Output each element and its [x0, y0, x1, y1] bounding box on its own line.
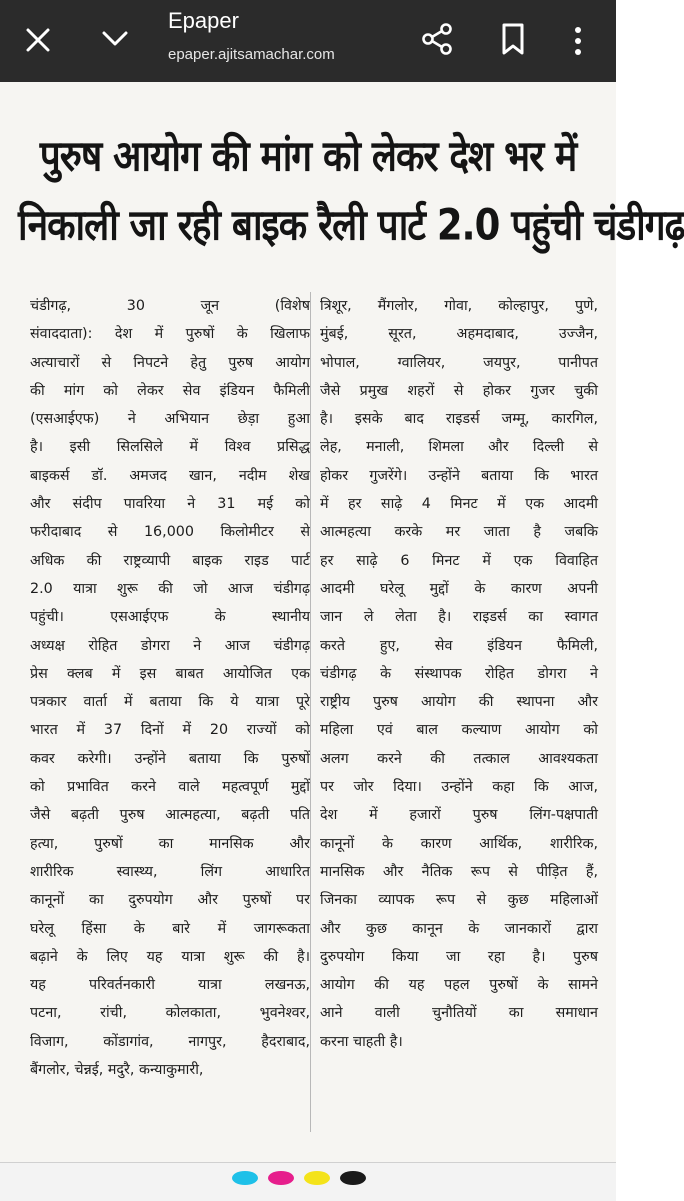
article-text-line: त्रिशूर, मैंगलोर, गोवा, कोल्हापुर, पुणे, [320, 298, 598, 314]
article-text-line: करते हुए, सेव इंडियन फैमिली, [320, 637, 598, 654]
article-text-line: चंडीगढ़ के संस्थापक रोहित डोगरा ने [320, 665, 598, 682]
more-vert-icon[interactable] [568, 24, 588, 58]
article-text-line: यह परिवर्तनकारी यात्रा लखनऊ, [30, 977, 310, 994]
article-text-line: बाइकर्स डॉ. अमजद खान, नदीम शेख [30, 467, 310, 484]
article-text-line: पटना, रांची, कोलकाता, भुवनेश्वर, [30, 1005, 310, 1022]
article-text-line: मुंबई, सूरत, अहमदाबाद, उज्जैन, [320, 326, 598, 343]
article-text-line: संवाददाता): देश में पुरुषों के खिलाफ [30, 326, 310, 343]
column-divider [310, 292, 311, 1132]
article-text-line: और संदीप पावरिया ने 31 मई को [30, 496, 310, 513]
article-text-line: चंडीगढ़, 30 जून (विशेष [30, 298, 310, 314]
article-headline [18, 122, 684, 260]
article-text-line: कानूनों का दुरुपयोग और पुरुषों पर [30, 892, 310, 909]
yellow-registration-mark [304, 1171, 330, 1185]
article-text-line: प्रेस क्लब में इस बाबत आयोजित एक [30, 665, 310, 682]
article-text-line: कवर करेगी। उन्होंने बताया कि पुरुषों [30, 750, 310, 767]
epaper-clipping [0, 82, 684, 1162]
article-text-line: घरेलू हिंसा के बारे में जागरूकता [30, 920, 310, 937]
article-text-line: पहुंची। एसआईएफ के स्थानीय [30, 609, 310, 626]
print-registration-strip [0, 1162, 616, 1201]
browser-toolbar [0, 0, 616, 82]
article-text-line: शारीरिक स्वास्थ्य, लिंग आधारित [30, 863, 310, 880]
share-icon[interactable] [420, 22, 454, 56]
article-text-line: महिला एवं बाल कल्याण आयोग को [320, 722, 598, 739]
article-text-line: हत्या, पुरुषों का मानसिक और [30, 835, 310, 852]
bookmark-icon[interactable] [500, 22, 526, 56]
article-text-line: जिनका व्यापक रूप से कुछ महिलाओं [320, 892, 598, 909]
article-text-line: देश में हजारों पुरुष लिंग-पक्षपाती [320, 807, 598, 824]
article-text-line: 2.0 यात्रा शुरू की जो आज चंडीगढ़ [30, 580, 310, 597]
article-text-line: फरीदाबाद से 16,000 किलोमीटर से [30, 524, 310, 541]
article-text-line: करना चाहती है। [320, 1033, 403, 1050]
article-text-line: अलग करने की तत्काल आवश्यकता [320, 750, 598, 767]
page-url[interactable]: epaper.ajitsamachar.com [168, 46, 335, 63]
article-text-line: पत्रकार वार्ता में बताया कि ये यात्रा पूरे [30, 694, 310, 711]
article-text-line: विजाग, कोंडागांव, नागपुर, हैदराबाद, [30, 1033, 310, 1050]
article-text-line: अध्यक्ष रोहित डोगरा ने आज चंडीगढ़ [30, 637, 310, 654]
cyan-registration-mark [232, 1171, 258, 1185]
article-text-line: आने वाली चुनौतियों का समाधान [320, 1005, 598, 1022]
magenta-registration-mark [268, 1171, 294, 1185]
article-column-right [320, 292, 598, 1056]
article-text-line: में हर साढ़े 4 मिनट में एक आदमी [320, 496, 598, 513]
article-column-left [30, 292, 310, 1084]
article-text-line: अधिक की राष्ट्रव्यापी बाइक राइड पार्ट [30, 552, 310, 569]
headline-line: पुरुष आयोग की मांग को लेकर देश भर में [39, 131, 577, 181]
article-text-line: मानसिक और नैतिक रूप से पीड़ित हैं, [320, 863, 598, 880]
article-text-line: बढ़ाने के लिए यह यात्रा शुरू की है। [30, 948, 310, 965]
article-text-line: भोपाल, ग्वालियर, जयपुर, पानीपत [320, 354, 598, 371]
article-text-line: होकर गुजरेंगे। उन्होंने बताया कि भारत [320, 467, 598, 484]
chevron-down-icon[interactable] [100, 28, 130, 50]
article-text-line: दुरुपयोग किया जा रहा है। पुरुष [320, 948, 598, 965]
article-text-line: है। इसके बाद राइडर्स जम्मू, कारगिल, [320, 411, 598, 428]
article-text-line: और कुछ कानून के जानकारों द्वारा [320, 920, 598, 937]
close-icon[interactable] [24, 26, 52, 54]
article-text-line: (एसआईएफ) ने अभियान छेड़ा हुआ [30, 411, 310, 428]
article-text-line: की मांग को लेकर सेव इंडियन फैमिली [30, 382, 310, 399]
article-text-line: आयोग की यह पहल पुरुषों के सामने [320, 977, 598, 994]
article-text-line: जान ले लेता है। राइडर्स का स्वागत [320, 609, 598, 626]
article-text-line: अत्याचारों से निपटने हेतु पुरुष आयोग [30, 354, 310, 371]
article-text-line: आदमी घरेलू मुद्दों के कारण अपनी [320, 580, 598, 597]
article-text-line: को प्रभावित करने वाले महत्वपूर्ण मुद्दों [30, 779, 310, 796]
article-text-line: आत्महत्या करके मर जाता है जबकि [320, 524, 598, 541]
article-text-line: कानूनों के कारण आर्थिक, शारीरिक, [320, 835, 598, 852]
article-text-line: लेह, मनाली, शिमला और दिल्ली से [320, 439, 598, 456]
article-text-line: हर साढ़े 6 मिनट में एक विवाहित [320, 552, 598, 569]
article-text-line: बैंगलोर, चेन्नई, मदुरै, कन्याकुमारी, [30, 1062, 204, 1079]
headline-line: निकाली जा रही बाइक रैली पार्ट 2.0 पहुंची चंडीगढ़ [18, 200, 684, 250]
page-title: Epaper [168, 8, 239, 33]
article-text-line: भारत में 37 दिनों में 20 राज्यों को [30, 722, 310, 739]
article-text-line: जैसे बढ़ती पुरुष आत्महत्या, बढ़ती पति [30, 807, 310, 824]
article-text-line: राष्ट्रीय पुरुष आयोग की स्थापना और [320, 694, 598, 711]
black-registration-mark [340, 1171, 366, 1185]
article-text-line: पर जोर दिया। उन्होंने कहा कि आज, [320, 779, 598, 796]
article-text-line: है। इसी सिलसिले में विश्व प्रसिद्ध [30, 439, 310, 456]
article-text-line: जैसे प्रमुख शहरों से होकर गुजर चुकी [320, 382, 598, 399]
